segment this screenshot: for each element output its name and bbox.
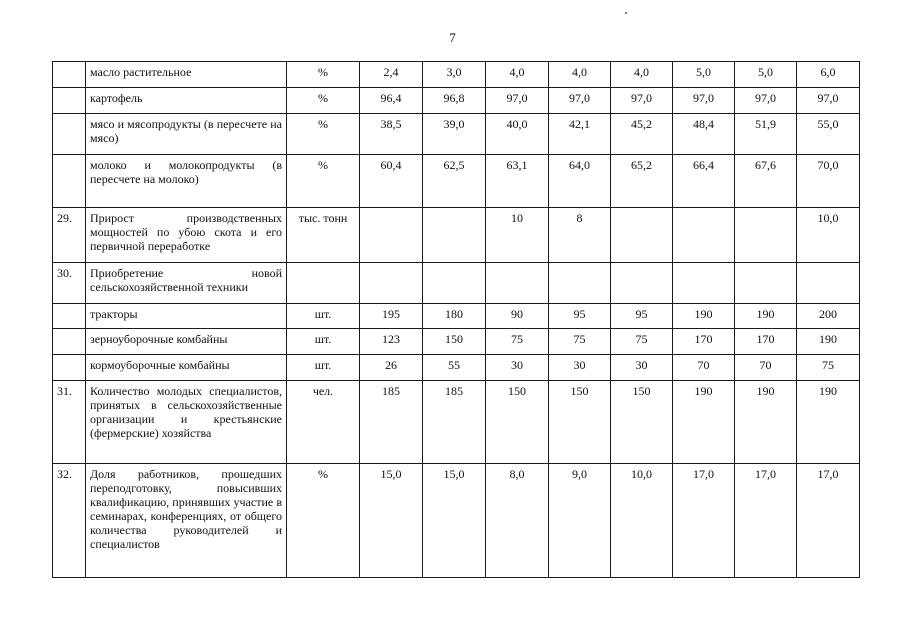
unit-cell: шт. <box>287 304 360 329</box>
value-cell: 67,6 <box>735 155 797 208</box>
table-row <box>53 304 860 329</box>
value-cell: 48,4 <box>673 114 735 155</box>
page-number: 7 <box>449 30 456 45</box>
value-cell: 38,5 <box>360 114 423 155</box>
indicator-name: мясо и мясопродукты (в пересчете на мясо) <box>86 114 287 155</box>
value-cell <box>360 208 423 263</box>
value-cell: 64,0 <box>549 155 611 208</box>
value-cell: 55,0 <box>797 114 860 155</box>
value-cell: 70 <box>735 355 797 381</box>
indicator-name: Приобретение новой сельскохозяйственной техники <box>86 263 287 304</box>
value-cell: 150 <box>423 329 486 355</box>
value-cell: 8,0 <box>486 464 549 578</box>
value-cell: 190 <box>673 304 735 329</box>
value-cell: 51,9 <box>735 114 797 155</box>
row-number <box>53 114 86 155</box>
unit-cell <box>287 263 360 304</box>
value-cell: 97,0 <box>735 88 797 114</box>
value-cell: 190 <box>673 381 735 464</box>
value-cell: 10 <box>486 208 549 263</box>
value-cell: 62,5 <box>423 155 486 208</box>
indicator-name: Доля работников, прошедших переподготовку, повысивших квалификацию, принявших участие в семинарах, конференциях, от общего количества руководителей и специалистов <box>86 464 287 578</box>
row-number: 32. <box>53 464 86 578</box>
row-number <box>53 304 86 329</box>
unit-cell: тыс. тонн <box>287 208 360 263</box>
indicator-name: молоко и молокопродукты (в пересчете на молоко) <box>86 155 287 208</box>
value-cell: 70 <box>673 355 735 381</box>
value-cell: 15,0 <box>423 464 486 578</box>
indicator-name: картофель <box>86 88 287 114</box>
table-row <box>53 88 860 114</box>
value-cell <box>797 263 860 304</box>
value-cell <box>423 208 486 263</box>
value-cell: 150 <box>549 381 611 464</box>
value-cell: 170 <box>735 329 797 355</box>
value-cell: 17,0 <box>735 464 797 578</box>
value-cell: 190 <box>735 304 797 329</box>
value-cell: 63,1 <box>486 155 549 208</box>
value-cell: 190 <box>735 381 797 464</box>
table-row <box>53 464 860 578</box>
value-cell: 30 <box>486 355 549 381</box>
value-cell <box>423 263 486 304</box>
value-cell: 9,0 <box>549 464 611 578</box>
value-cell: 97,0 <box>611 88 673 114</box>
unit-cell: чел. <box>287 381 360 464</box>
value-cell: 4,0 <box>611 62 673 88</box>
value-cell: 10,0 <box>797 208 860 263</box>
value-cell: 10,0 <box>611 464 673 578</box>
value-cell <box>735 208 797 263</box>
value-cell: 17,0 <box>797 464 860 578</box>
indicator-name: Количество молодых специалистов, принятых в сельскохозяйственные организации и крестьянские (фермерские) хозяйства <box>86 381 287 464</box>
value-cell <box>611 263 673 304</box>
value-cell: 45,2 <box>611 114 673 155</box>
table-row <box>53 155 860 208</box>
unit-cell: шт. <box>287 329 360 355</box>
value-cell: 39,0 <box>423 114 486 155</box>
value-cell: 4,0 <box>549 62 611 88</box>
value-cell: 150 <box>611 381 673 464</box>
value-cell: 96,4 <box>360 88 423 114</box>
value-cell: 65,2 <box>611 155 673 208</box>
value-cell: 75 <box>549 329 611 355</box>
indicator-name: кормоуборочные комбайны <box>86 355 287 381</box>
value-cell: 8 <box>549 208 611 263</box>
value-cell: 6,0 <box>797 62 860 88</box>
value-cell: 3,0 <box>423 62 486 88</box>
value-cell: 60,4 <box>360 155 423 208</box>
value-cell: 185 <box>423 381 486 464</box>
indicator-name: Прирост производственных мощностей по убою скота и его первичной переработке <box>86 208 287 263</box>
value-cell: 123 <box>360 329 423 355</box>
indicator-name: зерноуборочные комбайны <box>86 329 287 355</box>
indicator-name: тракторы <box>86 304 287 329</box>
value-cell: 15,0 <box>360 464 423 578</box>
value-cell <box>360 263 423 304</box>
row-number: 30. <box>53 263 86 304</box>
value-cell: 30 <box>611 355 673 381</box>
unit-cell: % <box>287 114 360 155</box>
table-row <box>53 62 860 88</box>
value-cell <box>673 263 735 304</box>
value-cell: 96,8 <box>423 88 486 114</box>
value-cell <box>549 263 611 304</box>
table-row <box>53 381 860 464</box>
value-cell: 90 <box>486 304 549 329</box>
unit-cell: % <box>287 155 360 208</box>
value-cell: 70,0 <box>797 155 860 208</box>
unit-cell: % <box>287 62 360 88</box>
value-cell: 95 <box>549 304 611 329</box>
value-cell: 97,0 <box>797 88 860 114</box>
value-cell: 185 <box>360 381 423 464</box>
row-number <box>53 62 86 88</box>
row-number: 31. <box>53 381 86 464</box>
row-number <box>53 329 86 355</box>
value-cell: 75 <box>486 329 549 355</box>
value-cell: 42,1 <box>549 114 611 155</box>
value-cell: 75 <box>611 329 673 355</box>
row-number <box>53 155 86 208</box>
value-cell <box>735 263 797 304</box>
value-cell: 55 <box>423 355 486 381</box>
table-row <box>53 208 860 263</box>
value-cell: 95 <box>611 304 673 329</box>
value-cell: 97,0 <box>549 88 611 114</box>
row-number <box>53 88 86 114</box>
value-cell: 190 <box>797 381 860 464</box>
unit-cell: % <box>287 464 360 578</box>
row-number: 29. <box>53 208 86 263</box>
value-cell: 5,0 <box>735 62 797 88</box>
value-cell: 150 <box>486 381 549 464</box>
row-number <box>53 355 86 381</box>
value-cell: 75 <box>797 355 860 381</box>
value-cell: 2,4 <box>360 62 423 88</box>
value-cell <box>486 263 549 304</box>
value-cell <box>611 208 673 263</box>
value-cell: 30 <box>549 355 611 381</box>
scan-speck <box>625 12 627 14</box>
value-cell: 190 <box>797 329 860 355</box>
table-row <box>53 329 860 355</box>
value-cell <box>673 208 735 263</box>
value-cell: 195 <box>360 304 423 329</box>
table-row <box>53 263 860 304</box>
value-cell: 97,0 <box>673 88 735 114</box>
value-cell: 40,0 <box>486 114 549 155</box>
indicator-name: масло растительное <box>86 62 287 88</box>
unit-cell: % <box>287 88 360 114</box>
value-cell: 26 <box>360 355 423 381</box>
value-cell: 97,0 <box>486 88 549 114</box>
unit-cell: шт. <box>287 355 360 381</box>
value-cell: 4,0 <box>486 62 549 88</box>
table-row <box>53 355 860 381</box>
table-row <box>53 114 860 155</box>
value-cell: 66,4 <box>673 155 735 208</box>
value-cell: 17,0 <box>673 464 735 578</box>
value-cell: 170 <box>673 329 735 355</box>
value-cell: 5,0 <box>673 62 735 88</box>
indicators-table <box>52 61 860 578</box>
value-cell: 180 <box>423 304 486 329</box>
value-cell: 200 <box>797 304 860 329</box>
